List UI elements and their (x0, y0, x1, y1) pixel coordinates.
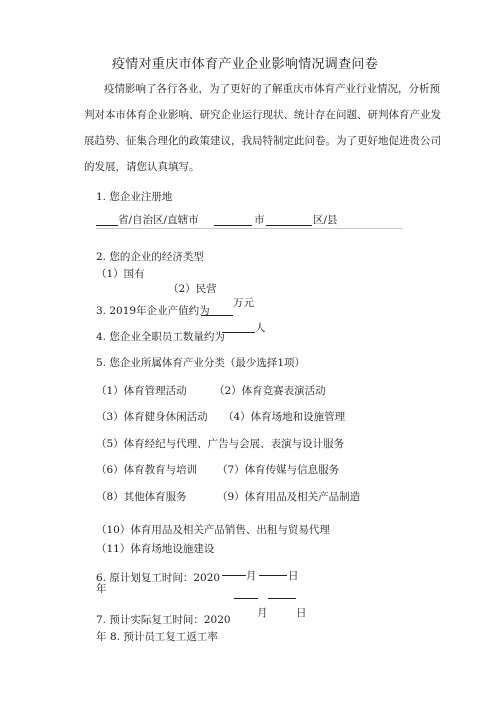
q1-province-label: 省/自治区/直辖市 (118, 214, 199, 226)
q4-label: 4. 您企业全职员工数量约为 (96, 331, 225, 343)
intro-line-4: 的发展，请您认真填写。 (84, 161, 200, 173)
q5-option-6[interactable]: （6）体育教育与培训 (96, 464, 198, 476)
q1-district-blank[interactable] (266, 225, 312, 226)
q6-month-blank[interactable] (222, 575, 246, 576)
q1-label: 1. 您企业注册地 (96, 191, 173, 203)
q2-label: 2. 您的企业的经济类型 (96, 251, 204, 263)
q5-option-7[interactable]: （7）体育传媒与信息服务 (217, 464, 340, 476)
q6-label: 6. 原计划复工时间：2020 (96, 572, 221, 584)
q5-option-1[interactable]: （1）体育管理活动 (96, 385, 187, 397)
q2-option-private[interactable]: （2）民营 (168, 283, 217, 295)
q1-city-blank[interactable] (214, 225, 252, 226)
q1-fill-line (96, 228, 402, 229)
intro-line-2: 判对本市体育企业影响、研究企业运行现状、统计存在问题、研判体育产业发 (84, 109, 441, 121)
q7-label: 7. 预计实际复工时间：2020 (96, 614, 231, 626)
page-title: 疫情对重庆市体育产业企业影响情况调查问卷 (112, 57, 379, 72)
q1-city-label: 市 (254, 214, 265, 226)
q4-unit: 人 (255, 322, 266, 334)
q7-day-label: 日 (296, 607, 307, 619)
q5-option-4[interactable]: （4）体育场地和设施管理 (223, 411, 346, 423)
q2-option-state-owned[interactable]: （1）国有 (96, 268, 145, 280)
q4-value-blank[interactable] (222, 332, 255, 333)
q1-province-blank[interactable] (96, 225, 118, 226)
q5-option-5[interactable]: （5）体育经纪与代理、广告与会展、表演与设计服务 (96, 438, 345, 450)
q3-unit: 万元 (233, 297, 254, 309)
q3-value-blank[interactable] (201, 315, 233, 316)
q5-option-3[interactable]: （3）体育健身休闲活动 (96, 411, 208, 423)
q6-year-suffix: 年 (96, 583, 107, 595)
q6-day-blank[interactable] (259, 575, 287, 576)
q8-label: 8. 预计员工复工返工率 (110, 631, 218, 643)
intro-line-3: 展趋势、征集合理化的政策建议，我局特制定此问卷。为了更好地促进贵公司 (84, 135, 441, 147)
q7-month-blank[interactable] (234, 598, 258, 599)
q1-district-label: 区/县 (313, 214, 338, 226)
q5-label: 5. 您企业所属体育产业分类（最少选择1项） (96, 357, 306, 369)
q5-option-8[interactable]: （8）其他体育服务 (96, 491, 187, 503)
q7-year-suffix: 年 (96, 631, 107, 643)
q7-month-label: 月 (257, 607, 268, 619)
q3-label: 3. 2019年企业产值约为 (96, 305, 210, 317)
q5-option-11[interactable]: （11）体育场地设施建设 (96, 543, 215, 555)
q5-option-2[interactable]: （2）体育竞赛表演活动 (214, 385, 326, 397)
q7-day-blank[interactable] (268, 598, 296, 599)
q6-month-label: 月 (246, 570, 257, 582)
q6-day-label: 日 (288, 570, 299, 582)
intro-line-1: 疫情影响了各行各业，为了更好的了解重庆市体育产业行业情况，分析预 (104, 83, 440, 95)
q5-option-10[interactable]: （10）体育用品及相关产品销售、出租与贸易代理 (96, 524, 330, 536)
q5-option-9[interactable]: （9）体育用品及相关产品制造 (217, 491, 361, 503)
